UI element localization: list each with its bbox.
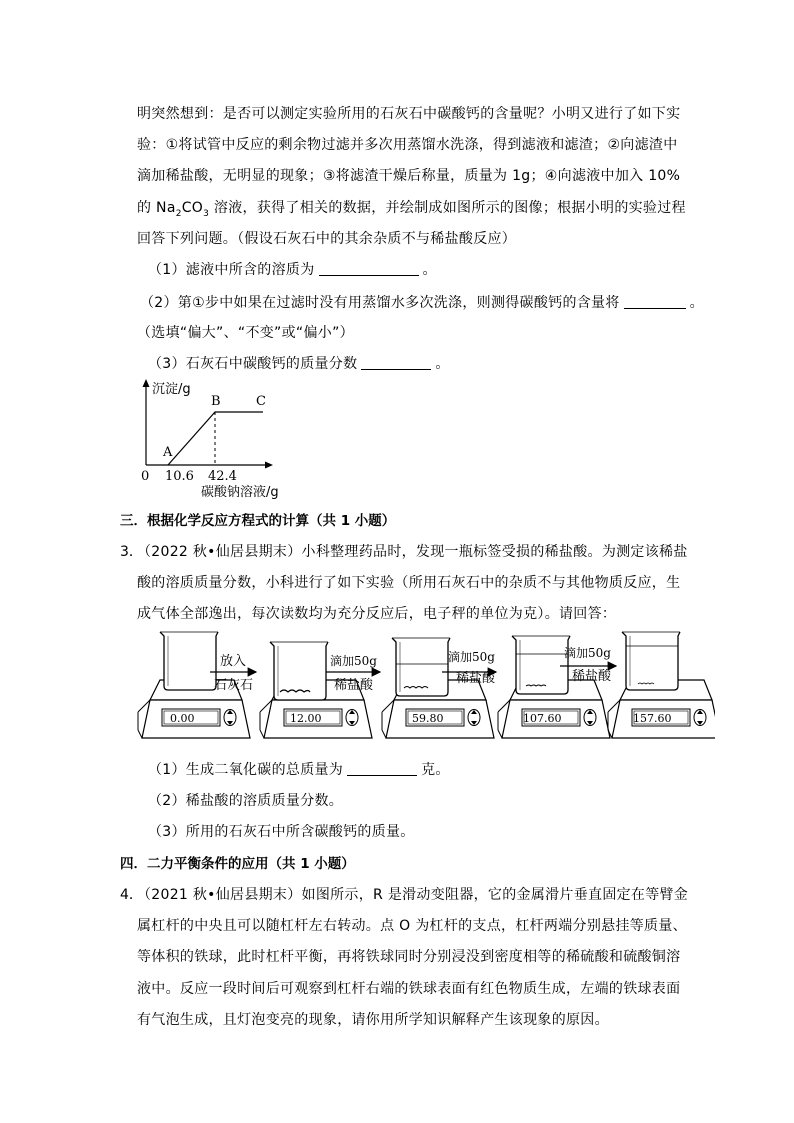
q3-line-1: （2022 秋•仙居县期末）小科整理药品时，发现一瓶标签受损的稀盐酸。为测定该稀盐 (137, 544, 688, 560)
arrow-label-top: 滴加50g (564, 646, 611, 660)
section-heading-3: 三．根据化学反应方程式的计算（共 1 小题） (120, 513, 396, 529)
arrow-label-top: 放入 (220, 654, 247, 669)
arrow-label-top: 滴加50g (448, 650, 495, 664)
q2-sub3: （3）石灰石中碳酸钙的质量分数 。 (148, 356, 450, 372)
q3-sub2: （2）稀盐酸的溶质质量分数。 (148, 793, 344, 809)
arrow-1 (210, 654, 256, 693)
q4-line-3: 等体积的铁球，此时杠杆平衡，再将铁球同时分别浸没到密度相等的稀硫酸和硫酸铜溶 (137, 949, 681, 965)
x-tick-label: 42.4 (208, 469, 237, 484)
scale-5 (608, 632, 715, 738)
scale-experiment-figure (130, 630, 715, 745)
scale-reading: 107.60 (523, 712, 562, 725)
y-axis-label: 沉淀/g (152, 382, 191, 397)
arrow-label-bottom: 稀盐酸 (456, 671, 496, 686)
q2-line-1: 明突然想到：是否可以测定实验所用的石灰石中碳酸钙的含量呢？小明又进行了如下实 (137, 106, 681, 122)
q4-line-5: 有气泡生成，且灯泡变亮的现象，请你用所学知识解释产生该现象的原因。 (137, 1012, 609, 1028)
q2-sub1: （1）滤液中所含的溶质为 。 (148, 262, 437, 278)
x-axis-arrow (265, 462, 273, 469)
q2-line-3: 滴加稀盐酸，无明显的现象；③将滤渣干燥后称量，质量为 1g；④向滤液中加入 10% (137, 168, 681, 184)
origin-label: 0 (141, 469, 150, 484)
q4-line-2: 属杠杆的中央且可以随杠杆左右转动。点 O 为杠杆的支点，杠杆两端分别悬挂等质量、 (137, 918, 687, 934)
arrow-2 (326, 653, 380, 693)
point-label-b: B (211, 394, 221, 409)
q2-sub2: （2）第①步中如果在过滤时没有用蒸馏水多次洗涤，则测得碳酸钙的含量将 。 (140, 295, 704, 311)
q2-line-2: 验：①将试管中反应的剩余物过滤并多次用蒸馏水洗涤，得到滤液和滤渣；②向滤渣中 (137, 137, 678, 153)
q3-sub3: （3）所用的石灰石中所含碳酸钙的质量。 (148, 824, 415, 840)
q4-line-1: （2021 秋•仙居县期末）如图所示，R 是滑动变阻器，它的金属滑片垂直固定在等臂金 (137, 887, 689, 903)
scale-reading: 12.00 (290, 712, 322, 725)
x-axis-label: 碳酸钠溶液/g (201, 485, 279, 500)
q2-line-4: 的 $Na_2CO_3$ 溶液，获得了相关的数据，并绘制成如图所示的图像；根据小明的实验过程 (137, 200, 686, 219)
q2-line-5: 回答下列问题。（假设石灰石中的其余杂质不与稀盐酸反应） (137, 231, 517, 247)
scale-reading: 0.00 (170, 712, 195, 725)
section-heading-4: 四．二力平衡条件的应用（共 1 小题） (120, 856, 355, 872)
arrow-label-top: 滴加50g (330, 654, 377, 668)
answer-blank (624, 294, 686, 309)
scale-reading: 59.80 (412, 712, 444, 725)
q3-line-2: 酸的溶质质量分数，小科进行了如下实验（所用石灰石中的杂质不与其他物质反应，生 (137, 575, 681, 591)
q3-number: 3． (120, 544, 143, 560)
arrow-label-bottom: 石灰石 (214, 678, 254, 693)
point-label-c: C (256, 394, 266, 409)
q3-line-3: 成气体全部逸出，每次读数均为充分反应后，电子秤的单位为克）。请回答： (137, 606, 617, 622)
answer-blank (319, 261, 419, 276)
y-axis-arrow (143, 379, 150, 387)
precipitate-graph (125, 375, 295, 500)
q4-number: 4． (120, 887, 143, 903)
arrow-label-bottom: 稀盐酸 (334, 678, 374, 693)
q3-sub1: （1）生成二氧化碳的总质量为 克。 (148, 762, 450, 778)
x-tick-label: 10.6 (165, 469, 194, 484)
arrow-label-bottom: 稀盐酸 (572, 669, 612, 684)
answer-blank (361, 355, 431, 370)
q2-sub2-note: （选填“偏大”、“不变”或“偏小”） (137, 325, 354, 341)
answer-blank (347, 761, 417, 776)
q4-line-4: 液中。反应一段时间后可观察到杠杆右端的铁球表面有红色物质生成，左端的铁球表面 (137, 981, 681, 997)
point-label-a: A (163, 445, 173, 460)
scale-reading: 157.60 (633, 712, 672, 725)
